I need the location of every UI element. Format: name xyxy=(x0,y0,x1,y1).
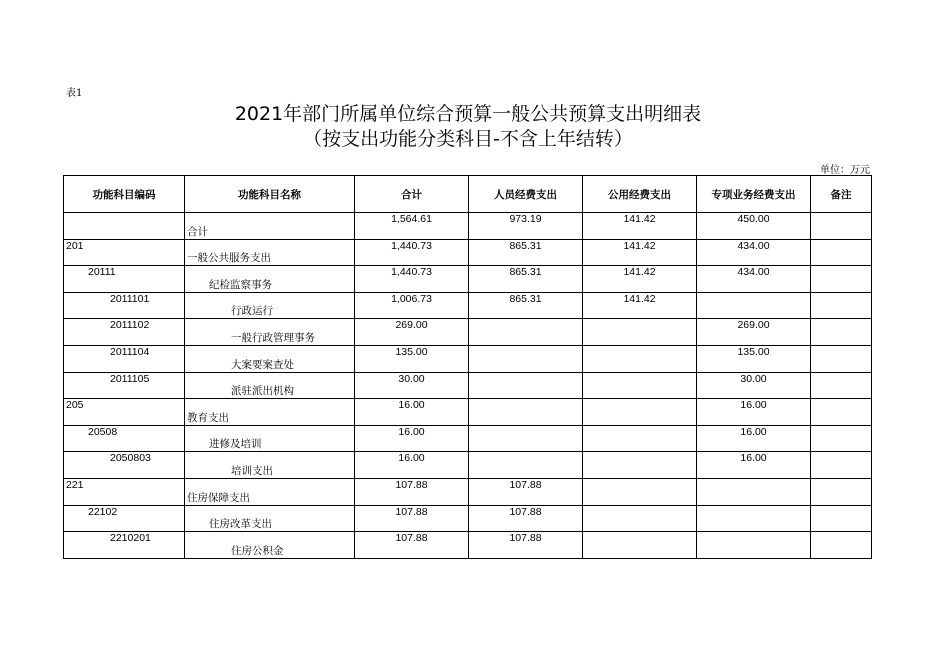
cell-public: 141.42 xyxy=(583,266,697,293)
cell-note xyxy=(811,372,872,399)
cell-public xyxy=(583,345,697,372)
cell-code: 2050803 xyxy=(64,452,185,479)
cell-note xyxy=(811,399,872,426)
cell-public: 141.42 xyxy=(583,292,697,319)
header-public: 公用经费支出 xyxy=(583,176,697,213)
table-number-label: 表1 xyxy=(66,88,83,99)
cell-public xyxy=(583,452,697,479)
cell-code: 221 xyxy=(64,478,185,505)
cell-personnel xyxy=(469,452,583,479)
cell-special xyxy=(697,505,811,532)
cell-name: 行政运行 xyxy=(185,292,355,319)
cell-special xyxy=(697,478,811,505)
cell-personnel: 865.31 xyxy=(469,266,583,293)
cell-personnel: 107.88 xyxy=(469,505,583,532)
cell-special: 434.00 xyxy=(697,239,811,266)
cell-personnel xyxy=(469,399,583,426)
cell-personnel: 107.88 xyxy=(469,478,583,505)
cell-name: 派驻派出机构 xyxy=(185,372,355,399)
cell-special: 434.00 xyxy=(697,266,811,293)
cell-total: 269.00 xyxy=(355,319,469,346)
cell-total: 107.88 xyxy=(355,532,469,559)
cell-personnel xyxy=(469,319,583,346)
cell-special xyxy=(697,532,811,559)
table-row xyxy=(64,452,872,479)
cell-code: 2210201 xyxy=(64,532,185,559)
header-name: 功能科目名称 xyxy=(185,176,355,213)
cell-public xyxy=(583,478,697,505)
cell-note xyxy=(811,319,872,346)
table-row xyxy=(64,319,872,346)
cell-special: 135.00 xyxy=(697,345,811,372)
cell-public: 141.42 xyxy=(583,239,697,266)
table-row xyxy=(64,532,872,559)
cell-code: 201 xyxy=(64,239,185,266)
cell-personnel xyxy=(469,372,583,399)
document-subtitle: （按支出功能分类科目-不含上年结转） xyxy=(303,128,633,150)
cell-name: 培训支出 xyxy=(185,452,355,479)
cell-name: 进修及培训 xyxy=(185,425,355,452)
budget-table xyxy=(63,175,872,559)
cell-total: 16.00 xyxy=(355,425,469,452)
cell-public xyxy=(583,399,697,426)
cell-code: 2011104 xyxy=(64,345,185,372)
cell-total: 1,440.73 xyxy=(355,239,469,266)
cell-name: 纪检监察事务 xyxy=(185,266,355,293)
cell-public xyxy=(583,319,697,346)
cell-total: 1,440.73 xyxy=(355,266,469,293)
cell-code: 20508 xyxy=(64,425,185,452)
cell-total: 1,006.73 xyxy=(355,292,469,319)
cell-personnel xyxy=(469,345,583,372)
cell-name: 住房保障支出 xyxy=(185,478,355,505)
header-code: 功能科目编码 xyxy=(64,176,185,213)
header-note: 备注 xyxy=(811,176,872,213)
cell-name: 大案要案查处 xyxy=(185,345,355,372)
cell-code: 20111 xyxy=(64,266,185,293)
cell-code: 2011102 xyxy=(64,319,185,346)
cell-special xyxy=(697,292,811,319)
table-row xyxy=(64,399,872,426)
cell-note xyxy=(811,213,872,240)
cell-total: 16.00 xyxy=(355,452,469,479)
cell-special: 16.00 xyxy=(697,425,811,452)
cell-personnel: 973.19 xyxy=(469,213,583,240)
cell-note xyxy=(811,239,872,266)
cell-public xyxy=(583,372,697,399)
header-special: 专项业务经费支出 xyxy=(697,176,811,213)
cell-note xyxy=(811,266,872,293)
header-total: 合计 xyxy=(355,176,469,213)
unit-label: 单位：万元 xyxy=(820,165,870,176)
cell-total: 135.00 xyxy=(355,345,469,372)
cell-special: 16.00 xyxy=(697,452,811,479)
cell-code: 22102 xyxy=(64,505,185,532)
cell-note xyxy=(811,425,872,452)
table-row xyxy=(64,425,872,452)
cell-note xyxy=(811,532,872,559)
header-personnel: 人员经费支出 xyxy=(469,176,583,213)
cell-code: 2011101 xyxy=(64,292,185,319)
cell-code: 2011105 xyxy=(64,372,185,399)
cell-public xyxy=(583,505,697,532)
cell-special: 269.00 xyxy=(697,319,811,346)
cell-total: 30.00 xyxy=(355,372,469,399)
cell-personnel: 865.31 xyxy=(469,292,583,319)
table-row xyxy=(64,213,872,240)
cell-special: 450.00 xyxy=(697,213,811,240)
table-row xyxy=(64,505,872,532)
cell-personnel: 865.31 xyxy=(469,239,583,266)
cell-note xyxy=(811,452,872,479)
table-row xyxy=(64,266,872,293)
cell-note xyxy=(811,292,872,319)
cell-special: 30.00 xyxy=(697,372,811,399)
cell-personnel: 107.88 xyxy=(469,532,583,559)
cell-total: 16.00 xyxy=(355,399,469,426)
cell-public xyxy=(583,532,697,559)
cell-personnel xyxy=(469,425,583,452)
cell-name: 一般公共服务支出 xyxy=(185,239,355,266)
cell-public: 141.42 xyxy=(583,213,697,240)
cell-name: 合计 xyxy=(185,213,355,240)
cell-total: 107.88 xyxy=(355,478,469,505)
cell-name: 一般行政管理事务 xyxy=(185,319,355,346)
cell-name: 住房公积金 xyxy=(185,532,355,559)
table-row xyxy=(64,372,872,399)
cell-note xyxy=(811,505,872,532)
cell-public xyxy=(583,425,697,452)
cell-name: 住房改革支出 xyxy=(185,505,355,532)
cell-total: 107.88 xyxy=(355,505,469,532)
cell-code: 205 xyxy=(64,399,185,426)
cell-name: 教育支出 xyxy=(185,399,355,426)
cell-code xyxy=(64,213,185,240)
table-row xyxy=(64,478,872,505)
table-header-row xyxy=(64,176,872,213)
cell-note xyxy=(811,478,872,505)
cell-total: 1,564.61 xyxy=(355,213,469,240)
cell-note xyxy=(811,345,872,372)
table-row xyxy=(64,239,872,266)
table-row xyxy=(64,345,872,372)
cell-special: 16.00 xyxy=(697,399,811,426)
table-row xyxy=(64,292,872,319)
document-title: 2021年部门所属单位综合预算一般公共预算支出明细表 xyxy=(234,103,702,125)
